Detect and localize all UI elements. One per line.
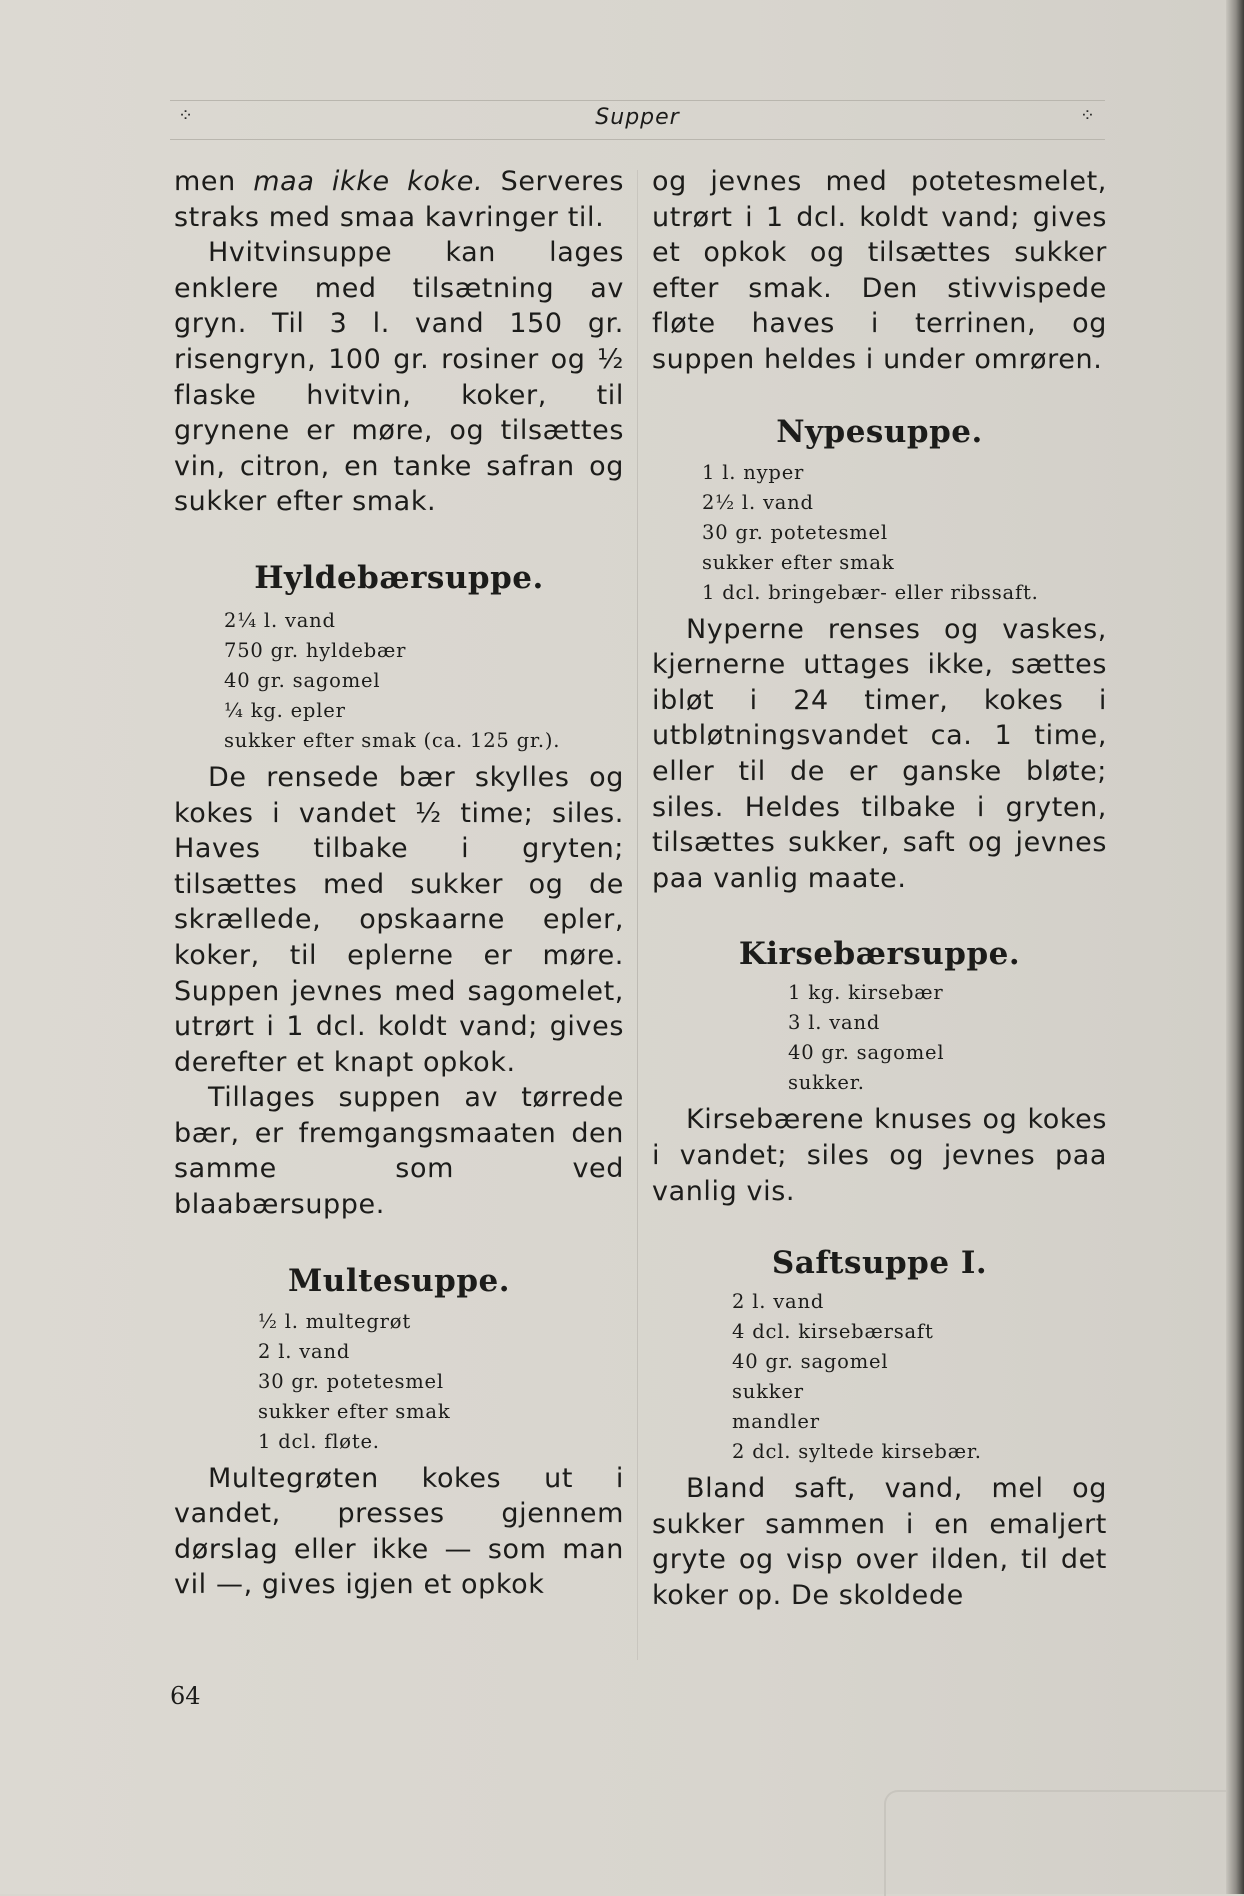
ingredient-item: sukker efter smak	[702, 550, 895, 574]
paragraph-saft-method: Bland saft, vand, mel og sukker sammen i en emaljert gryte og visp over ilden, til det koker op. De skoldede	[652, 1473, 1107, 1611]
ingredient-item: mandler	[732, 1410, 820, 1434]
ingredient-item: 1 l. nyper	[702, 460, 805, 484]
ingredient-item: 750 gr. hyldebær	[224, 638, 407, 662]
running-head-title: Supper	[595, 105, 680, 130]
recipe-title-saftsuppe: Saftsuppe I.	[771, 1245, 988, 1282]
ingredient-item: 4 dcl. kirsebærsaft	[732, 1320, 934, 1344]
ingredient-list-hyldebaer	[224, 606, 624, 756]
ingredient-item: sukker.	[788, 1071, 865, 1095]
paragraph-kirsebaer-method: Kirsebærene knuses og kokes i vandet; siles og jevnes paa vanlig vis.	[652, 1104, 1107, 1207]
ingredient-item: 40 gr. sagomel	[788, 1041, 945, 1065]
paragraph-multe-method: Multegrøten kokes ut i vandet, presses gjennem dørslag eller ikke — som man vil —, gives igjen et opkok	[174, 1462, 624, 1601]
ornament-left-icon: ⁘	[178, 105, 194, 126]
ingredient-item: 2½ l. vand	[702, 490, 814, 514]
paragraph-hvitvinsuppe: Hvitvinsuppe kan lages enklere med tilsætning av gryn. Til 3 l. vand 150 gr. risengryn, 100 gr. rosiner og ½ flaske hvitvin, koker, til grynene er møre, og tilsættes vin, citron, en tanke safran og sukker efter smak.	[174, 237, 624, 518]
recipe-title-kirsebaersuppe: Kirsebærsuppe.	[738, 936, 1021, 973]
ingredient-item: 2 l. vand	[258, 1339, 351, 1363]
paragraph-hyldebaer-method: De rensede bær skylles og kokes i vandet ½ time; siles. Haves tilbake i gryten; tilsættes med sukker og de skrællede, opskaarne epler, koker, til eplerne er møre. Suppen jevnes med sagomelet, utrørt i 1 dcl. koldt vand; gives derefter et knapt opkok.	[174, 761, 624, 1078]
ingredient-item: sukker	[732, 1380, 804, 1404]
ingredient-item: ¼ kg. epler	[224, 698, 346, 722]
ingredient-item: 30 gr. potetesmel	[258, 1369, 444, 1393]
ingredient-item: 2 dcl. syltede kirsebær.	[732, 1440, 982, 1464]
page-corner-mark	[884, 1790, 1226, 1896]
ingredient-item: sukker efter smak	[258, 1399, 451, 1423]
ingredient-item: 2 l. vand	[732, 1290, 825, 1314]
ingredient-item: 1 dcl. fløte.	[258, 1429, 380, 1453]
ingredient-item: 3 l. vand	[788, 1011, 881, 1035]
page-edge-shadow	[1226, 0, 1244, 1894]
ingredient-item: 1 dcl. bringebær- eller ribssaft.	[702, 580, 1039, 604]
ingredient-list-saft	[732, 1287, 1107, 1467]
running-header	[170, 100, 1105, 140]
ingredient-list-kirsebaer	[788, 978, 1107, 1098]
column-divider	[637, 170, 638, 1660]
paragraph-continuation-right: og jevnes med potetesmelet, utrørt i 1 dcl. koldt vand; gives et opkok og tilsættes sukker efter smak. Den stivvispede fløte haves i terrinen, og suppen heldes i under omrøren.	[652, 166, 1107, 375]
paragraph-hyldebaer-note: Tillages suppen av tørrede bær, er fremgangsmaaten den samme som ved blaabærsuppe.	[174, 1082, 624, 1221]
page-number: 64	[170, 1682, 201, 1710]
ingredient-list-nype	[702, 458, 1107, 608]
ingredient-item: 1 kg. kirsebær	[788, 981, 944, 1005]
right-column	[652, 164, 1107, 1613]
ingredient-item: sukker efter smak (ca. 125 gr.).	[224, 728, 561, 752]
left-column	[174, 164, 624, 1603]
recipe-title-hyldebaersuppe: Hyldebærsuppe.	[254, 559, 544, 596]
paragraph-continuation: men maa ikke koke. Serveres straks med smaa kavringer til.	[174, 166, 625, 233]
ingredient-item: 2¼ l. vand	[224, 608, 336, 632]
ingredient-item: 40 gr. sagomel	[732, 1350, 889, 1374]
ingredient-list-multe	[258, 1307, 624, 1457]
recipe-title-multesuppe: Multesuppe.	[287, 1262, 511, 1299]
ornament-right-icon: ⁘	[1079, 105, 1095, 126]
paragraph-nype-method: Nyperne renses og vaskes, kjernerne uttages ikke, sættes ibløt i 24 timer, kokes i utbløtningsvandet ca. 1 time, eller til de er ganske bløte; siles. Heldes tilbake i gryten, tilsættes sukker, saft og jevnes paa vanlig maate.	[652, 613, 1107, 894]
recipe-title-nypesuppe: Nypesuppe.	[776, 413, 983, 450]
ingredient-item: 30 gr. potetesmel	[702, 520, 888, 544]
ingredient-item: ½ l. multegrøt	[258, 1309, 411, 1333]
ingredient-item: 40 gr. sagomel	[224, 668, 381, 692]
